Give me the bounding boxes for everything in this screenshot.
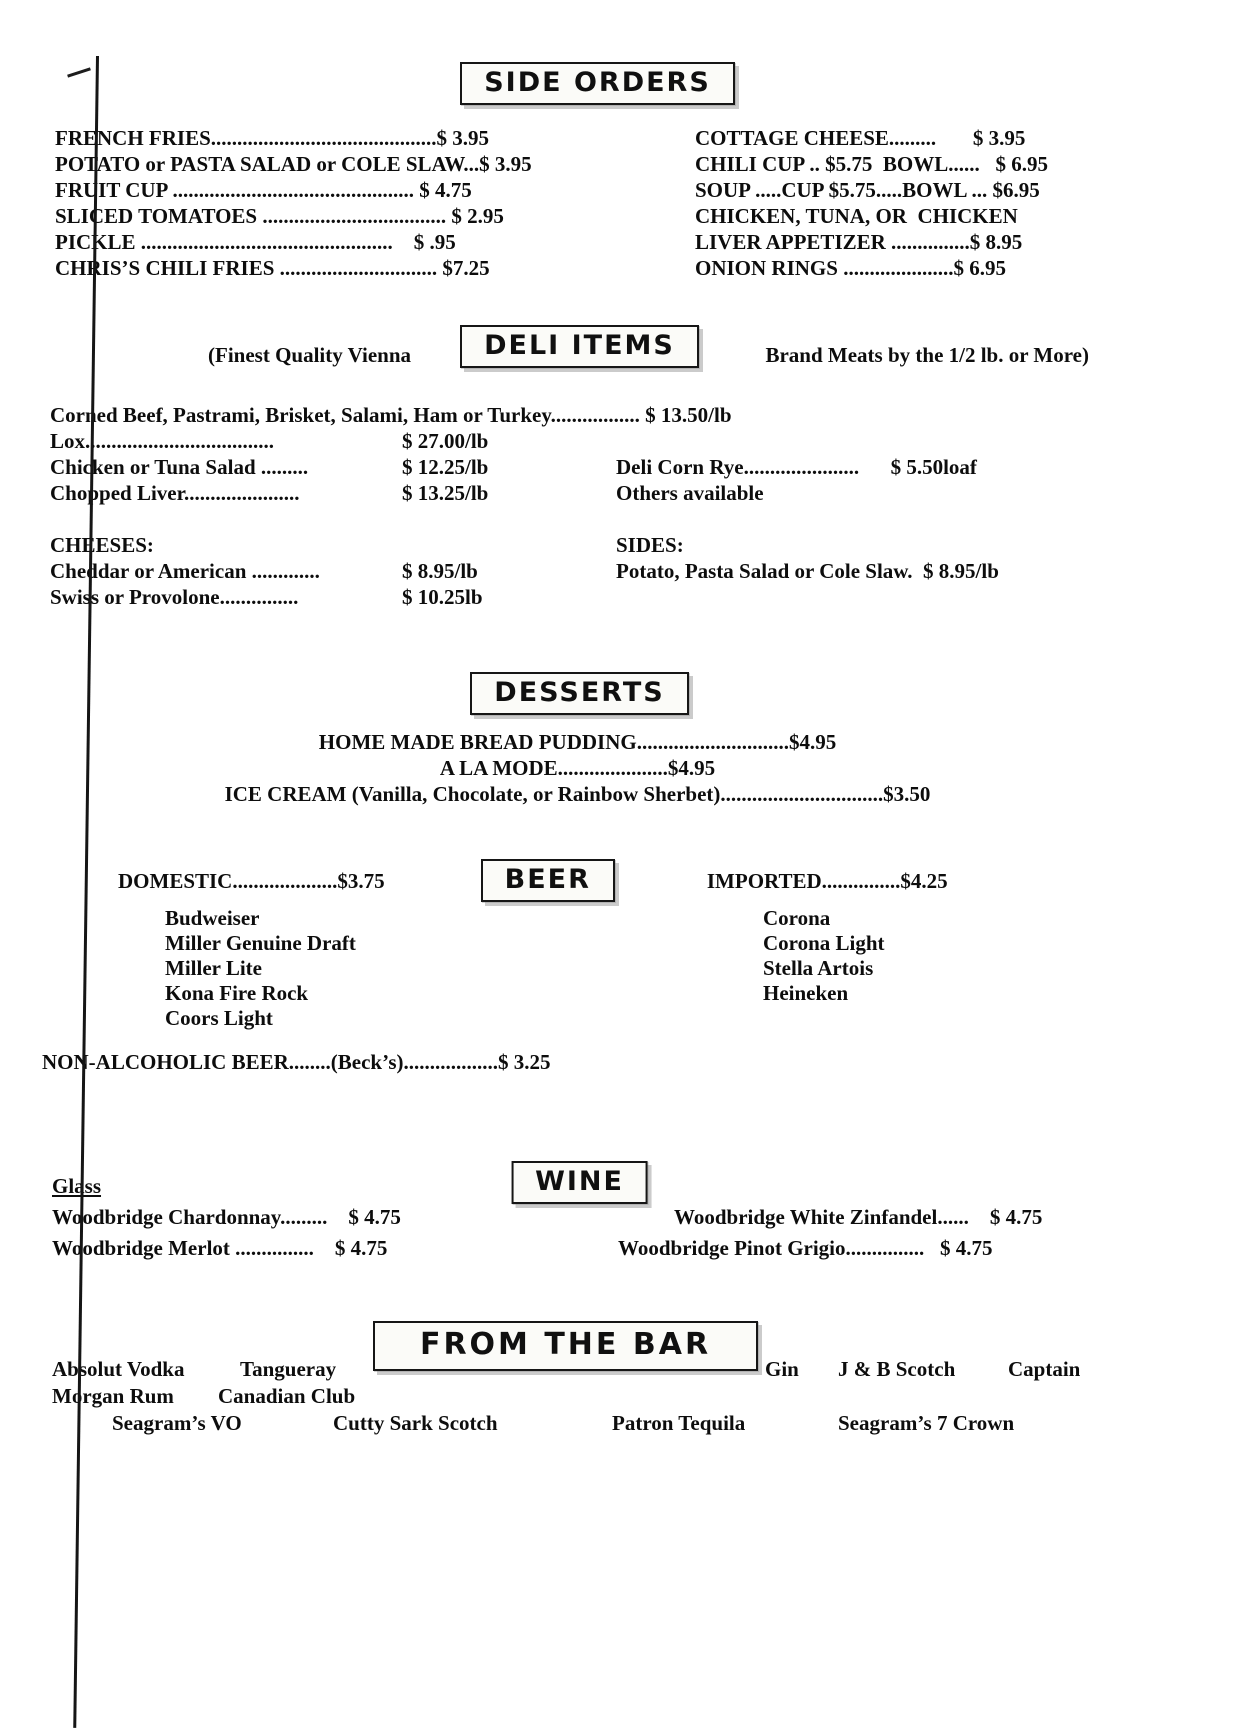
beer-item: Coors Light xyxy=(165,1006,273,1030)
deli-item-row xyxy=(50,454,1199,480)
menu-line: FRUIT CUP .............................................. $ 4.75 xyxy=(55,178,472,202)
deli-items-title: DELI ITEMS xyxy=(484,330,675,361)
menu-line: A LA MODE.....................$4.95 xyxy=(439,756,716,780)
deli-item xyxy=(50,558,616,584)
glass-label: Glass xyxy=(52,1174,102,1198)
beer-item: Stella Artois xyxy=(763,956,874,980)
non-alcoholic-beer-line: NON-ALCOHOLIC BEER........(Beck’s)..................$ 3.25 xyxy=(42,1050,551,1074)
item-price: $ 8.95/lb xyxy=(402,559,478,583)
bar-item: Absolut Vodka xyxy=(52,1357,185,1381)
menu-line: FRENCH FRIES...........................................$ 3.95 xyxy=(55,126,490,150)
side-orders-columns xyxy=(0,125,1239,281)
bar-item: Seagram’s 7 Crown xyxy=(838,1411,1015,1435)
deli-item-row xyxy=(50,480,1199,506)
wine-section xyxy=(0,1161,1239,1281)
item-price: $ 10.25lb xyxy=(402,585,483,609)
deli-right-cell: Potato, Pasta Salad or Cole Slaw. $ 8.95/lb xyxy=(616,559,999,583)
item-name: Lox.................................... xyxy=(50,429,275,453)
wine-left-column xyxy=(52,1171,401,1264)
from-the-bar-section xyxy=(0,1321,1239,1471)
item-price: $ 27.00/lb xyxy=(402,429,489,453)
item-name: Swiss or Provolone............... xyxy=(50,585,299,609)
menu-line: ONION RINGS .....................$ 6.95 xyxy=(695,256,1006,280)
menu-line: SOUP .....CUP $5.75.....BOWL ... $6.95 xyxy=(695,178,1040,202)
deli-body xyxy=(50,402,1199,610)
menu-line: COTTAGE CHEESE......... $ 3.95 xyxy=(695,126,1026,150)
wine-item: Woodbridge Merlot ............... $ 4.75 xyxy=(52,1236,388,1260)
deli-right-cell xyxy=(616,428,1199,454)
beer-item: Miller Lite xyxy=(165,956,262,980)
desserts-section xyxy=(0,672,1239,807)
wine-right-column xyxy=(618,1202,1042,1264)
item-name: Chopped Liver...................... xyxy=(50,481,300,505)
wine-title: WINE xyxy=(535,1166,624,1197)
bar-item: Tangueray xyxy=(240,1357,337,1381)
deli-item xyxy=(50,454,616,480)
from-the-bar-header-box xyxy=(373,1321,758,1371)
side-orders-section xyxy=(0,62,1239,281)
wine-header-box xyxy=(511,1161,648,1204)
deli-item-row xyxy=(50,558,1199,584)
beer-header-box xyxy=(481,859,615,902)
beer-item: Miller Genuine Draft xyxy=(165,931,356,955)
desserts-header-box xyxy=(470,672,688,715)
menu-page xyxy=(0,62,1239,1471)
deli-item-row xyxy=(50,428,1199,454)
menu-line: ICE CREAM (Vanilla, Chocolate, or Rainbow Sherbet)...............................$3.50 xyxy=(224,782,931,806)
beer-item: Corona Light xyxy=(763,931,885,955)
menu-line: POTATO or PASTA SALAD or COLE SLAW...$ 3.95 xyxy=(55,152,532,176)
beer-item: Heineken xyxy=(763,981,849,1005)
beer-title: BEER xyxy=(504,864,591,895)
deli-right-cell: Others available xyxy=(616,481,764,505)
deli-item-row xyxy=(50,584,1199,610)
deli-right-cell xyxy=(616,584,1199,610)
bar-item: Morgan Rum xyxy=(52,1384,174,1408)
imported-beer-list xyxy=(763,906,885,1031)
imported-beer-header: IMPORTED...............$4.25 xyxy=(706,868,948,893)
deli-item xyxy=(50,428,616,454)
desserts-title: DESSERTS xyxy=(494,677,665,708)
beer-item: Kona Fire Rock xyxy=(165,981,309,1005)
desserts-lines xyxy=(0,729,1239,807)
beer-header-row xyxy=(0,859,1239,902)
side-orders-title: SIDE ORDERS xyxy=(484,67,711,98)
deli-labels-row xyxy=(50,532,1199,558)
side-orders-header-box xyxy=(460,62,735,105)
menu-line: PICKLE ................................................ $ .95 xyxy=(55,230,456,254)
bar-item: Canadian Club xyxy=(218,1384,356,1408)
deli-subtitle-left: (Finest Quality Vienna xyxy=(208,343,412,367)
item-name: Chicken or Tuna Salad ......... xyxy=(50,455,309,479)
deli-meats-line: Corned Beef, Pastrami, Brisket, Salami, Ham or Turkey................. $ 13.50/lb xyxy=(50,403,732,427)
wine-item: Woodbridge White Zinfandel...... $ 4.75 xyxy=(674,1205,1043,1229)
item-name: Cheddar or American ............. xyxy=(50,559,320,583)
beer-lists xyxy=(0,906,1239,1031)
deli-item xyxy=(50,480,616,506)
menu-line: HOME MADE BREAD PUDDING.............................$4.95 xyxy=(318,730,837,754)
beer-section xyxy=(0,859,1239,1075)
deli-right-cell: Deli Corn Rye...................... $ 5.50loaf xyxy=(616,455,977,479)
bar-item: Captain xyxy=(1008,1357,1081,1381)
from-the-bar-title: FROM THE BAR xyxy=(419,1327,712,1362)
side-orders-right-column xyxy=(695,125,1048,281)
wine-item: Woodbridge Chardonnay......... $ 4.75 xyxy=(52,1205,401,1229)
menu-line: LIVER APPETIZER ...............$ 8.95 xyxy=(695,230,1023,254)
bar-item: Cutty Sark Scotch xyxy=(333,1411,498,1435)
domestic-beer-list xyxy=(165,906,595,1031)
bar-item: J & B Scotch xyxy=(838,1357,956,1381)
bar-item: Patron Tequila xyxy=(612,1411,746,1435)
item-price: $ 13.25/lb xyxy=(402,481,489,505)
menu-line: CHILI CUP .. $5.75 BOWL...... $ 6.95 xyxy=(695,152,1048,176)
deli-items-header-box xyxy=(460,325,699,368)
deli-item xyxy=(50,584,616,610)
menu-line: CHICKEN, TUNA, OR CHICKEN xyxy=(695,204,1018,228)
deli-subtitle-right: Brand Meats by the 1/2 lb. or More) xyxy=(765,343,1089,367)
menu-line: SLICED TOMATOES ................................... $ 2.95 xyxy=(55,204,504,228)
menu-line: CHRIS’S CHILI FRIES .............................. $7.25 xyxy=(55,256,490,280)
beer-item: Budweiser xyxy=(165,906,260,930)
wine-item: Woodbridge Pinot Grigio............... $ 4.75 xyxy=(618,1236,993,1260)
domestic-beer-header: DOMESTIC....................$3.75 xyxy=(118,868,385,893)
deli-items-section xyxy=(0,325,1239,610)
bar-item: Gin xyxy=(765,1357,799,1381)
beer-item: Corona xyxy=(763,906,831,930)
cheeses-label: CHEESES: xyxy=(50,533,154,557)
item-price: $ 12.25/lb xyxy=(402,455,489,479)
side-orders-left-column xyxy=(55,125,640,281)
bar-item: Seagram’s VO xyxy=(112,1411,242,1435)
sides-label: SIDES: xyxy=(616,533,684,557)
